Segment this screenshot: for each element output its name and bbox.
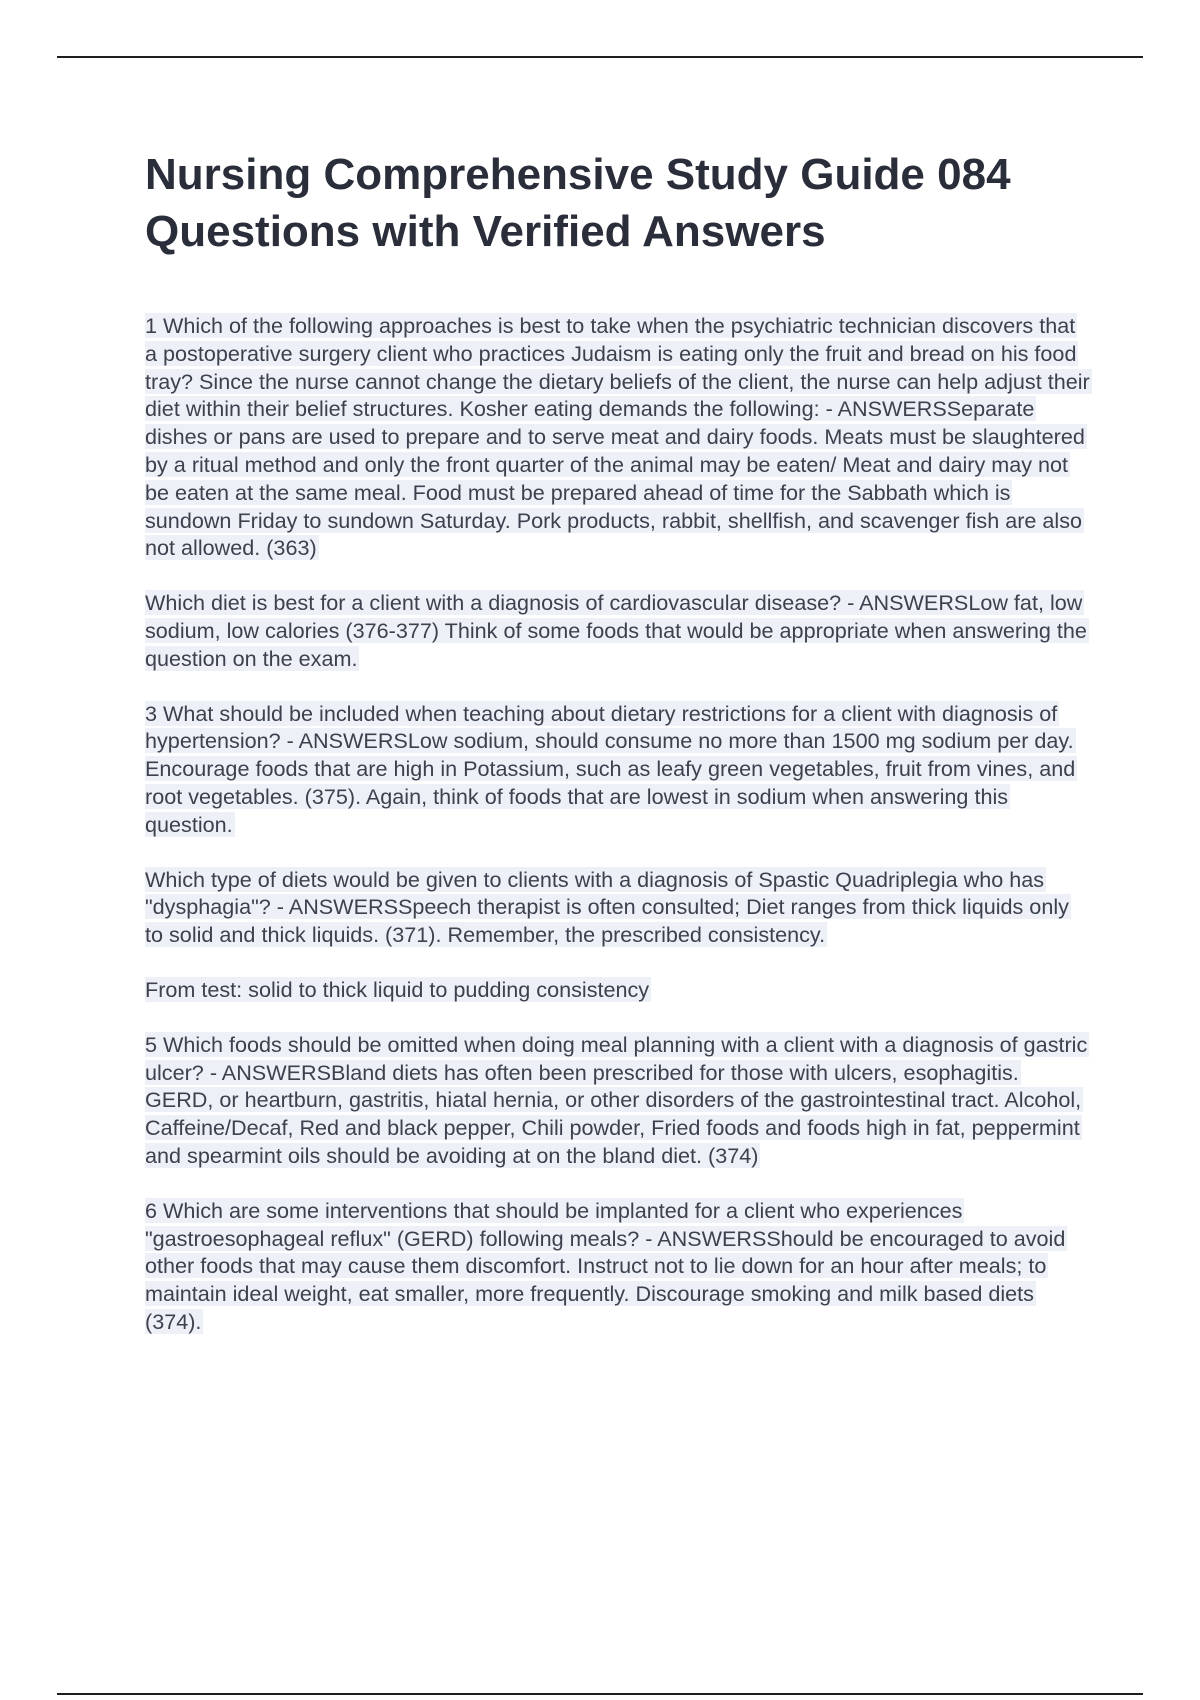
- paragraph-text: 1 Which of the following approaches is best to take when the psychiatric technician discovers that a postoperative surgery client who practices Judaism is eating only the fruit and bread on his food tray? Since the nurse cannot change the dietary beliefs of the client, the nurse can help adjust their diet within their belief structures. Kosher eating demands the following: - ANSWERSSeparate dishes or pans are used to prepare and to serve meat and dairy foods. Meats must be slaughtered by a ritual method and only the front quarter of the animal may be eaten/ Meat and dairy may not be eaten at the same meal. Food must be prepared ahead of time for the Sabbath which is sundown Friday to sundown Saturday. Pork products, rabbit, shellfish, and scavenger fish are also not allowed. (363): [145, 313, 1090, 561]
- paragraph-text: 3 What should be included when teaching about dietary restrictions for a client with diagnosis of hypertension? - ANSWERSLow sodium, should consume no more than 1500 mg sodium per day. Encourage foods that are high in Potassium, such as leafy green vegetables, fruit from vines, and root vegetables. (375). Again, think of foods that are lowest in sodium when answering this question.: [145, 700, 1076, 837]
- qa-paragraph-7: [145, 1197, 1090, 1336]
- paragraph-text: Which diet is best for a client with a diagnosis of cardiovascular disease? - ANSWERSLow fat, low sodium, low calories (376-377) Think of some foods that would be appropriate when answering the question on the exam.: [145, 590, 1087, 671]
- qa-paragraph-6: [145, 1031, 1090, 1170]
- top-divider: [57, 56, 1143, 58]
- paragraph-text: 5 Which foods should be omitted when doing meal planning with a client with a diagnosis of gastric ulcer? - ANSWERSBland diets has often been prescribed for those with ulcers, esophagitis. GERD, or heartburn, gastritis, hiatal hernia, or other disorders of the gastrointestinal tract. Alcohol, Caffeine/Decaf, Red and black pepper, Chili powder, Fried foods and foods high in fat, peppermint and spearmint oils should be avoiding at on the bland diet. (374): [145, 1031, 1088, 1168]
- bottom-divider: [57, 1693, 1143, 1695]
- qa-paragraph-5: [145, 976, 1090, 1004]
- paragraph-text: From test: solid to thick liquid to pudding consistency: [145, 976, 650, 1002]
- qa-paragraph-1: [145, 312, 1090, 562]
- document-body: [145, 312, 1090, 1363]
- qa-paragraph-4: [145, 866, 1090, 949]
- qa-paragraph-3: [145, 700, 1090, 839]
- paragraph-text: Which type of diets would be given to clients with a diagnosis of Spastic Quadriplegia who has "dysphagia"? - ANSWERSSpeech therapist is often consulted; Diet ranges from thick liquids only to solid and thick liquids. (371). Remember, the prescribed consistency.: [145, 866, 1069, 948]
- paragraph-text: 6 Which are some interventions that should be implanted for a client who experiences "gastroesophageal reflux" (GERD) following meals? - ANSWERSShould be encouraged to avoid other foods that may cause them discomfort. Instruct not to lie down for an hour after meals; to maintain ideal weight, eat smaller, more frequently. Discourage smoking and milk based diets (374).: [145, 1197, 1066, 1334]
- page-title: Nursing Comprehensive Study Guide 084 Questions with Verified Answers: [145, 150, 1011, 256]
- qa-paragraph-2: [145, 589, 1090, 672]
